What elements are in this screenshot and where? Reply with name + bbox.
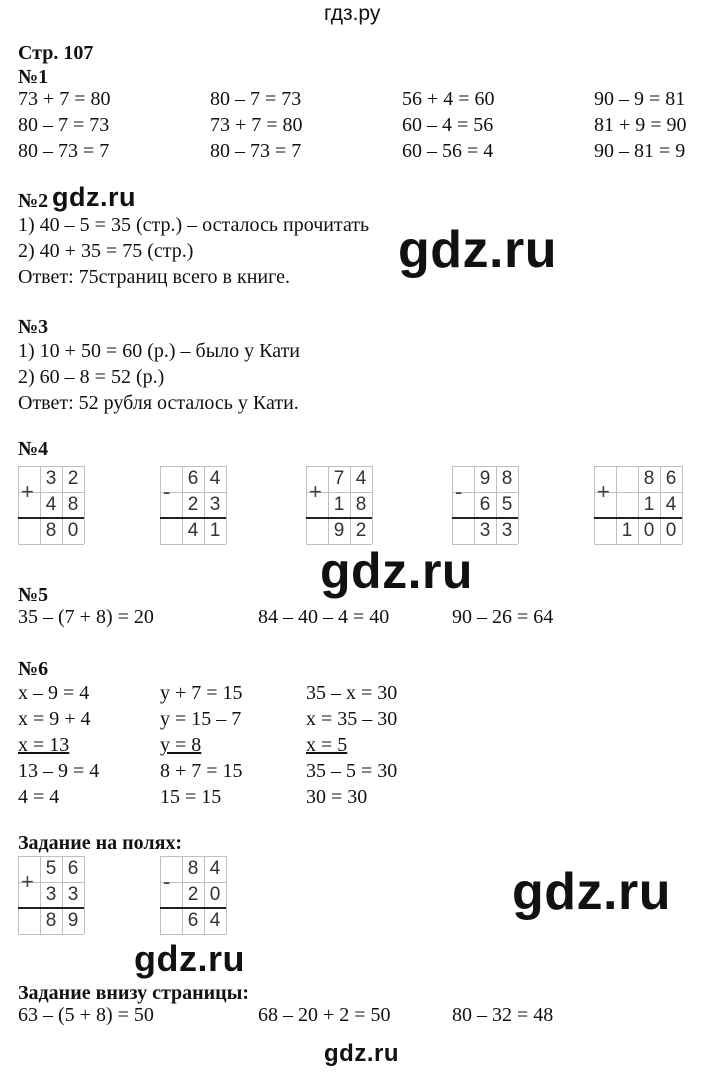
result-digit: 3: [501, 520, 513, 541]
task-1-col-2: [210, 86, 303, 164]
column-calculation: [306, 466, 372, 544]
grid-line: [518, 466, 519, 544]
task-3-solution: [18, 338, 300, 416]
solution-line: 2) 40 + 35 = 75 (стр.): [18, 240, 194, 262]
operand-digit: 6: [479, 494, 491, 515]
equation-check: 13 – 9 = 4: [18, 760, 100, 782]
task-6-col-2: [160, 680, 243, 810]
equation-check: 8 + 7 = 15: [160, 760, 243, 782]
grid-line: [452, 466, 453, 544]
result-digit: 9: [67, 910, 79, 931]
operand-digit: 4: [355, 468, 367, 489]
expression: 63 – (5 + 8) = 50: [18, 1004, 154, 1026]
task-1-col-1: [18, 86, 111, 164]
column-calculation: [18, 466, 84, 544]
watermark: gdz.ru: [134, 938, 245, 979]
equation: 56 + 4 = 60: [402, 88, 495, 110]
watermark: gdz.ru: [320, 543, 473, 599]
operand-digit: 8: [355, 494, 367, 515]
margin-task-label: Задание на полях:: [18, 832, 183, 854]
equation: 90 – 9 = 81: [594, 88, 686, 110]
column-calculation: [160, 466, 226, 544]
equation: y = 15 – 7: [160, 708, 242, 730]
column-calculation: [452, 466, 518, 544]
grid-line: [226, 856, 227, 934]
operand-digit: 5: [501, 494, 513, 515]
result-digit: 8: [45, 910, 57, 931]
grid-line: [18, 856, 19, 934]
equation: x = 9 + 4: [18, 708, 91, 730]
expression: 84 – 40 – 4 = 40: [258, 606, 390, 628]
operand-digit: 1: [333, 494, 345, 515]
task-1-col-4: [594, 86, 687, 164]
equation: 80 – 73 = 7: [18, 140, 110, 162]
result-digit: 4: [187, 520, 199, 541]
equation: 80 – 7 = 73: [210, 88, 302, 110]
task-1-label: №1: [18, 66, 49, 88]
task-6-col-1: [18, 680, 99, 810]
grid-line: [160, 934, 226, 935]
operand-digit: 6: [187, 468, 199, 489]
minus-sign: -: [455, 479, 463, 504]
solution-line: 1) 10 + 50 = 60 (р.) – было у Кати: [18, 340, 301, 362]
task-5-label: №5: [18, 584, 49, 606]
equation-answer: x = 5: [306, 734, 348, 756]
result-digit: 0: [67, 520, 79, 541]
equation: 73 + 7 = 80: [18, 88, 111, 110]
operand-digit: 6: [67, 858, 79, 879]
grid-line: [84, 466, 85, 544]
operand-digit: 4: [665, 494, 677, 515]
expression: 80 – 32 = 48: [452, 1004, 554, 1026]
operand-digit: 2: [187, 494, 199, 515]
result-digit: 8: [45, 520, 57, 541]
operand-digit: 1: [643, 494, 655, 515]
task-3-label: №3: [18, 316, 49, 338]
column-calculation: [18, 856, 84, 934]
operand-digit: 5: [45, 858, 57, 879]
column-calculation: [160, 856, 226, 934]
operand-digit: 8: [501, 468, 513, 489]
page-number: Стр. 107: [18, 42, 94, 64]
plus-sign: +: [309, 479, 322, 504]
grid-line: [18, 934, 84, 935]
column-calculation: [594, 466, 682, 544]
solution-line: Ответ: 52 рубля осталось у Кати.: [18, 392, 299, 414]
equation: y + 7 = 15: [160, 682, 243, 704]
grid-line: [594, 466, 595, 544]
grid-line: [84, 856, 85, 934]
operand-digit: 7: [333, 468, 345, 489]
equation: 60 – 56 = 4: [402, 140, 494, 162]
minus-sign: -: [163, 479, 171, 504]
result-digit: 0: [643, 520, 655, 541]
task-6-col-3: [306, 680, 397, 810]
bottom-task-label: Задание внизу страницы:: [18, 982, 249, 1004]
task-6-label: №6: [18, 658, 49, 680]
expression: 35 – (7 + 8) = 20: [18, 606, 154, 628]
equation-answer: y = 8: [160, 734, 202, 756]
solution-line: Ответ: 75страниц всего в книге.: [18, 266, 290, 288]
operand-digit: 4: [209, 468, 221, 489]
equation: 80 – 73 = 7: [210, 140, 302, 162]
expression: 90 – 26 = 64: [452, 606, 554, 628]
result-digit: 4: [209, 910, 221, 931]
equation-check: 35 – 5 = 30: [306, 760, 398, 782]
grid-line: [160, 544, 226, 545]
task-2-solution: [18, 212, 369, 290]
result-digit: 9: [333, 520, 345, 541]
watermark: gdz.ru: [324, 1040, 399, 1067]
equation: 80 – 7 = 73: [18, 114, 110, 136]
grid-line: [226, 466, 227, 544]
equation: 81 + 9 = 90: [594, 114, 687, 136]
result-digit: 1: [209, 520, 221, 541]
equation: 90 – 81 = 9: [594, 140, 686, 162]
minus-sign: -: [163, 869, 171, 894]
equation-check: 30 = 30: [306, 786, 368, 808]
result-digit: 3: [479, 520, 491, 541]
solution-line: 2) 60 – 8 = 52 (р.): [18, 366, 165, 388]
equation: 35 – x = 30: [306, 682, 398, 704]
grid-line: [160, 466, 161, 544]
watermark: gdz.ru: [398, 221, 557, 279]
result-digit: 6: [187, 910, 199, 931]
equation: 73 + 7 = 80: [210, 114, 303, 136]
operand-digit: 4: [209, 858, 221, 879]
grid-line: [594, 544, 682, 545]
site-header: гдз.ру: [324, 2, 381, 25]
equation-check: 15 = 15: [160, 786, 222, 808]
operand-digit: 9: [479, 468, 491, 489]
grid-line: [682, 466, 683, 544]
grid-line: [372, 466, 373, 544]
plus-sign: +: [597, 479, 610, 504]
grid-line: [18, 466, 19, 544]
result-digit: 2: [355, 520, 367, 541]
operand-digit: 2: [187, 884, 199, 905]
operand-digit: 4: [45, 494, 57, 515]
operand-digit: 0: [209, 884, 221, 905]
watermark: gdz.ru: [52, 182, 136, 212]
result-digit: 1: [621, 520, 633, 541]
operand-digit: 3: [45, 468, 57, 489]
task-2-label: №2: [18, 190, 49, 212]
result-digit: 0: [665, 520, 677, 541]
operand-digit: 8: [187, 858, 199, 879]
equation: x – 9 = 4: [18, 682, 90, 704]
grid-line: [18, 544, 84, 545]
operand-digit: 3: [209, 494, 221, 515]
operand-digit: 8: [67, 494, 79, 515]
operand-digit: 8: [643, 468, 655, 489]
grid-line: [306, 466, 307, 544]
equation-answer: x = 13: [18, 734, 70, 756]
plus-sign: +: [21, 479, 34, 504]
watermark: gdz.ru: [512, 863, 671, 921]
expression: 68 – 20 + 2 = 50: [258, 1004, 391, 1026]
equation-check: 4 = 4: [18, 786, 60, 808]
operand-digit: 3: [45, 884, 57, 905]
operand-digit: 3: [67, 884, 79, 905]
operand-digit: 2: [67, 468, 79, 489]
equation: x = 35 – 30: [306, 708, 398, 730]
task-4-label: №4: [18, 438, 49, 460]
equation: 60 – 4 = 56: [402, 114, 494, 136]
solution-line: 1) 40 – 5 = 35 (стр.) – осталось прочитать: [18, 214, 370, 236]
task-1-col-3: [402, 86, 495, 164]
operand-digit: 6: [665, 468, 677, 489]
plus-sign: +: [21, 869, 34, 894]
grid-line: [160, 856, 161, 934]
